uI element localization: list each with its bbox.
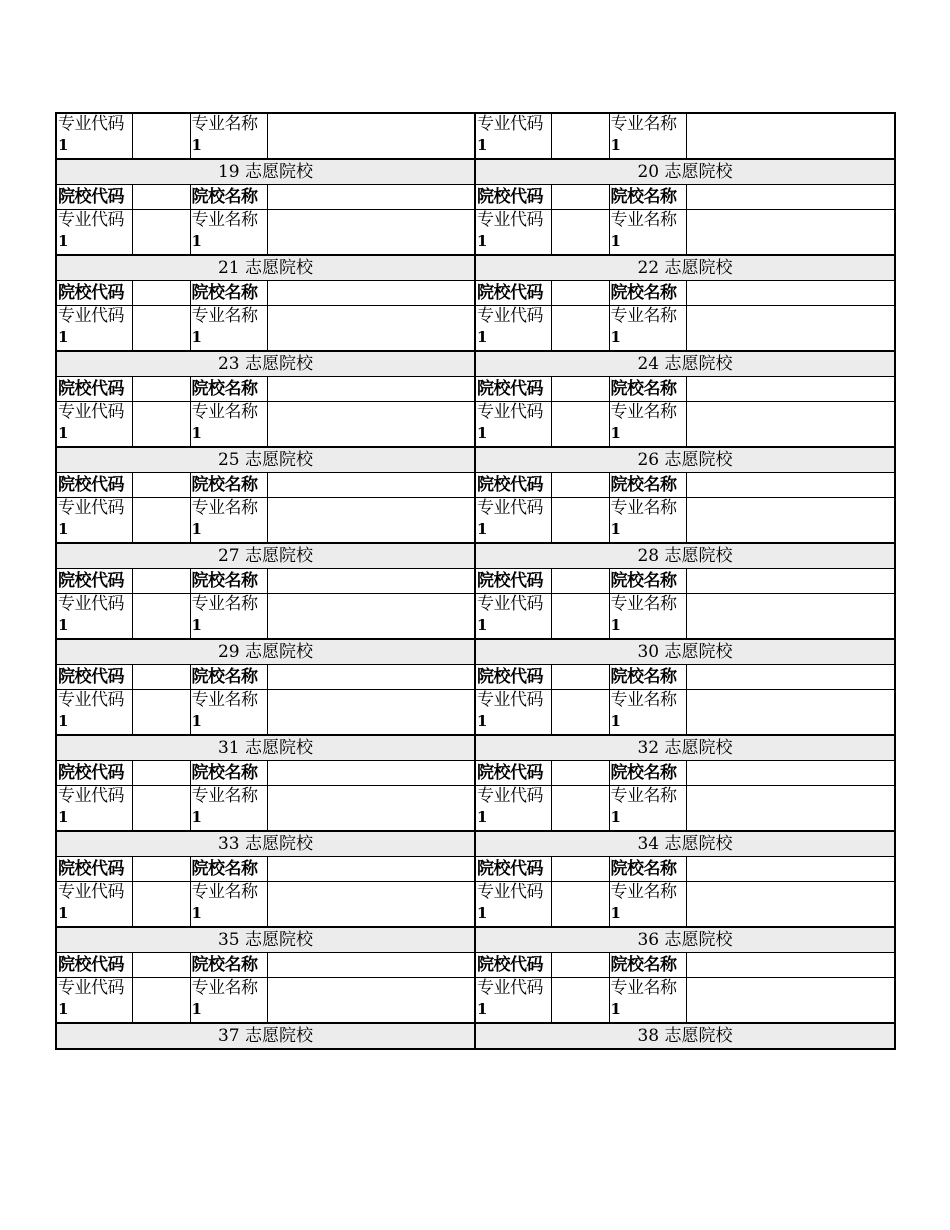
major-name-label-cell: 专业名称 1 (609, 402, 686, 448)
school-name-value-cell[interactable] (686, 953, 895, 978)
school-code-label-cell: 院校代码 (56, 473, 132, 498)
school-name-value-cell[interactable] (267, 473, 475, 498)
school-code-label-cell: 院校代码 (56, 377, 132, 402)
major-code-label-cell: 专业代码 1 (475, 882, 551, 928)
school-code-label-cell: 院校代码 (475, 377, 551, 402)
school-name-value-cell[interactable] (267, 569, 475, 594)
school-code-value-cell[interactable] (551, 185, 609, 210)
major-name-label-cell: 专业名称 1 (609, 882, 686, 928)
school-code-value-cell[interactable] (132, 281, 190, 306)
major-index: 1 (610, 232, 621, 250)
school-code-value-cell[interactable] (551, 857, 609, 882)
school-code-value-cell[interactable] (551, 473, 609, 498)
major-row (56, 978, 895, 1024)
major-name-label-cell: 专业名称 1 (190, 113, 267, 159)
school-row (56, 761, 895, 786)
major-name-value-cell[interactable] (267, 786, 475, 832)
school-name-label-cell: 院校名称 (609, 761, 686, 786)
major-row (56, 786, 895, 832)
major-row (56, 594, 895, 640)
volunteer-title-right: 30 志愿院校 (475, 639, 895, 665)
school-name-label-cell: 院校名称 (190, 953, 267, 978)
school-name-value-cell[interactable] (267, 857, 475, 882)
school-code-label-cell: 院校代码 (475, 953, 551, 978)
major-row (56, 882, 895, 928)
major-index: 1 (477, 424, 487, 442)
major-index: 1 (191, 616, 202, 634)
major-name-label-cell: 专业名称 1 (190, 786, 267, 832)
school-name-label-cell: 院校名称 (190, 377, 267, 402)
school-code-label-cell: 院校代码 (475, 281, 551, 306)
volunteer-header-row (56, 447, 895, 473)
major-index: 1 (191, 136, 202, 154)
volunteer-header-row (56, 1023, 895, 1049)
major-code-value-cell[interactable] (132, 306, 190, 352)
major-name-value-cell[interactable] (686, 690, 895, 736)
volunteer-title-left: 37 志愿院校 (56, 1023, 475, 1049)
major-name-value-cell[interactable] (267, 402, 475, 448)
major-index: 1 (58, 232, 68, 250)
school-name-value-cell[interactable] (267, 377, 475, 402)
school-row (56, 185, 895, 210)
school-code-value-cell[interactable] (551, 665, 609, 690)
volunteer-title-left: 23 志愿院校 (56, 351, 475, 377)
major-name-label-cell: 专业名称 1 (190, 210, 267, 256)
volunteer-header-row (56, 831, 895, 857)
volunteer-form-table (55, 112, 896, 1050)
major-name-value-cell[interactable] (686, 402, 895, 448)
volunteer-title-right: 20 志愿院校 (475, 159, 895, 185)
school-name-value-cell[interactable] (686, 761, 895, 786)
school-code-value-cell[interactable] (132, 473, 190, 498)
major-name-label-cell: 专业名称 1 (609, 498, 686, 544)
major-index: 1 (477, 616, 487, 634)
school-name-label-cell: 院校名称 (609, 569, 686, 594)
major-name-label-cell: 专业名称 1 (190, 978, 267, 1024)
major-index: 1 (477, 712, 487, 730)
major-index: 1 (58, 136, 68, 154)
school-name-label-cell: 院校名称 (609, 665, 686, 690)
major-name-value-cell[interactable] (686, 306, 895, 352)
major-name-label-cell: 专业名称 1 (190, 690, 267, 736)
volunteer-header-row (56, 159, 895, 185)
major-name-value-cell[interactable] (267, 306, 475, 352)
major-name-label-cell: 专业名称 1 (609, 306, 686, 352)
volunteer-title-left: 33 志愿院校 (56, 831, 475, 857)
major-code-label-cell: 专业代码 1 (475, 978, 551, 1024)
major-code-label-cell: 专业代码 1 (56, 690, 132, 736)
school-name-label-cell: 院校名称 (609, 377, 686, 402)
major-index: 1 (610, 328, 621, 346)
major-index: 1 (610, 808, 621, 826)
major-name-label-cell: 专业名称 1 (609, 978, 686, 1024)
school-code-label-cell: 院校代码 (475, 761, 551, 786)
school-name-value-cell[interactable] (686, 569, 895, 594)
volunteer-title-left: 25 志愿院校 (56, 447, 475, 473)
school-code-value-cell[interactable] (132, 953, 190, 978)
major-name-label-cell: 专业名称 1 (609, 113, 686, 159)
school-name-value-cell[interactable] (686, 857, 895, 882)
school-name-value-cell[interactable] (267, 665, 475, 690)
school-code-label-cell: 院校代码 (56, 953, 132, 978)
major-index: 1 (191, 328, 202, 346)
form-body (56, 113, 895, 1049)
school-row (56, 473, 895, 498)
volunteer-header-row (56, 639, 895, 665)
school-code-label-cell: 院校代码 (56, 569, 132, 594)
major-name-value-cell[interactable] (267, 498, 475, 544)
major-code-value-cell[interactable] (132, 498, 190, 544)
major-index: 1 (477, 808, 487, 826)
school-name-value-cell[interactable] (686, 377, 895, 402)
volunteer-header-row (56, 927, 895, 953)
school-row (56, 377, 895, 402)
major-name-value-cell[interactable] (267, 210, 475, 256)
major-code-label-cell: 专业代码 1 (475, 402, 551, 448)
volunteer-title-right: 34 志愿院校 (475, 831, 895, 857)
major-name-value-cell[interactable] (686, 978, 895, 1024)
major-index: 1 (610, 904, 621, 922)
major-index: 1 (477, 1000, 487, 1018)
major-name-label-cell: 专业名称 1 (609, 786, 686, 832)
major-name-label-cell: 专业名称 1 (190, 402, 267, 448)
school-row (56, 281, 895, 306)
major-index: 1 (58, 808, 68, 826)
major-name-value-cell[interactable] (686, 113, 895, 159)
school-code-value-cell[interactable] (551, 761, 609, 786)
major-code-value-cell[interactable] (132, 786, 190, 832)
major-code-label-cell: 专业代码 1 (56, 498, 132, 544)
volunteer-title-right: 22 志愿院校 (475, 255, 895, 281)
school-name-value-cell[interactable] (267, 761, 475, 786)
major-row (56, 210, 895, 256)
school-code-label-cell: 院校代码 (56, 665, 132, 690)
school-name-label-cell: 院校名称 (190, 761, 267, 786)
major-code-value-cell[interactable] (551, 882, 609, 928)
school-name-label-cell: 院校名称 (190, 185, 267, 210)
major-code-value-cell[interactable] (132, 978, 190, 1024)
school-row (56, 857, 895, 882)
school-code-label-cell: 院校代码 (475, 857, 551, 882)
major-code-label-cell: 专业代码 1 (475, 498, 551, 544)
major-index: 1 (610, 136, 621, 154)
major-name-label-cell: 专业名称 1 (190, 594, 267, 640)
major-code-label-cell: 专业代码 1 (475, 594, 551, 640)
school-name-value-cell[interactable] (267, 185, 475, 210)
major-name-value-cell[interactable] (267, 882, 475, 928)
major-index: 1 (58, 712, 68, 730)
major-index: 1 (191, 520, 202, 538)
major-code-value-cell[interactable] (132, 882, 190, 928)
volunteer-header-row (56, 735, 895, 761)
major-index: 1 (477, 136, 487, 154)
major-code-label-cell: 专业代码 1 (475, 690, 551, 736)
major-index: 1 (477, 520, 487, 538)
major-index: 1 (58, 616, 68, 634)
major-name-value-cell[interactable] (686, 786, 895, 832)
major-index: 1 (610, 1000, 621, 1018)
major-code-value-cell[interactable] (551, 978, 609, 1024)
major-name-label-cell: 专业名称 1 (190, 306, 267, 352)
major-code-value-cell[interactable] (132, 594, 190, 640)
major-name-label-cell: 专业名称 1 (609, 210, 686, 256)
school-name-label-cell: 院校名称 (609, 473, 686, 498)
major-row-top-partial (56, 113, 895, 159)
volunteer-header-row (56, 351, 895, 377)
major-code-value-cell[interactable] (551, 113, 609, 159)
school-code-label-cell: 院校代码 (475, 473, 551, 498)
school-code-label-cell: 院校代码 (475, 569, 551, 594)
school-name-label-cell: 院校名称 (190, 857, 267, 882)
major-index: 1 (610, 616, 621, 634)
major-code-value-cell[interactable] (551, 594, 609, 640)
major-code-value-cell[interactable] (551, 690, 609, 736)
major-code-value-cell[interactable] (551, 498, 609, 544)
major-index: 1 (477, 232, 487, 250)
major-code-value-cell[interactable] (132, 210, 190, 256)
major-name-value-cell[interactable] (686, 882, 895, 928)
school-code-value-cell[interactable] (551, 377, 609, 402)
school-name-label-cell: 院校名称 (190, 569, 267, 594)
school-code-value-cell[interactable] (132, 569, 190, 594)
major-index: 1 (477, 904, 487, 922)
major-code-value-cell[interactable] (551, 402, 609, 448)
major-code-label-cell: 专业代码 1 (56, 978, 132, 1024)
major-index: 1 (58, 424, 68, 442)
volunteer-title-left: 31 志愿院校 (56, 735, 475, 761)
volunteer-title-left: 35 志愿院校 (56, 927, 475, 953)
volunteer-title-left: 27 志愿院校 (56, 543, 475, 569)
school-name-label-cell: 院校名称 (609, 281, 686, 306)
school-code-value-cell[interactable] (132, 665, 190, 690)
school-code-value-cell[interactable] (132, 377, 190, 402)
school-name-label-cell: 院校名称 (190, 281, 267, 306)
school-row (56, 569, 895, 594)
major-row (56, 498, 895, 544)
major-index: 1 (191, 904, 202, 922)
major-index: 1 (191, 1000, 202, 1018)
school-code-value-cell[interactable] (551, 953, 609, 978)
major-index: 1 (58, 520, 68, 538)
school-code-label-cell: 院校代码 (56, 857, 132, 882)
major-name-value-cell[interactable] (267, 978, 475, 1024)
major-name-value-cell[interactable] (686, 498, 895, 544)
school-name-value-cell[interactable] (686, 665, 895, 690)
volunteer-title-left: 29 志愿院校 (56, 639, 475, 665)
major-row (56, 690, 895, 736)
major-name-label-cell: 专业名称 1 (609, 690, 686, 736)
major-index: 1 (58, 328, 68, 346)
major-code-label-cell: 专业代码 1 (475, 306, 551, 352)
school-code-label-cell: 院校代码 (56, 281, 132, 306)
volunteer-header-row (56, 543, 895, 569)
major-name-label-cell: 专业名称 1 (190, 882, 267, 928)
volunteer-title-right: 38 志愿院校 (475, 1023, 895, 1049)
school-code-label-cell: 院校代码 (56, 761, 132, 786)
school-code-value-cell[interactable] (551, 569, 609, 594)
major-code-label-cell: 专业代码 1 (56, 594, 132, 640)
major-row (56, 402, 895, 448)
major-index: 1 (58, 904, 68, 922)
volunteer-title-left: 19 志愿院校 (56, 159, 475, 185)
major-index: 1 (191, 232, 202, 250)
major-index: 1 (610, 712, 621, 730)
major-code-label-cell: 专业代码 1 (56, 402, 132, 448)
school-code-value-cell[interactable] (551, 281, 609, 306)
school-row (56, 665, 895, 690)
major-index: 1 (610, 424, 621, 442)
major-name-value-cell[interactable] (267, 594, 475, 640)
volunteer-title-left: 21 志愿院校 (56, 255, 475, 281)
school-code-label-cell: 院校代码 (475, 185, 551, 210)
volunteer-title-right: 28 志愿院校 (475, 543, 895, 569)
major-name-value-cell[interactable] (686, 594, 895, 640)
school-name-value-cell[interactable] (267, 953, 475, 978)
major-code-label-cell: 专业代码 1 (475, 786, 551, 832)
school-name-value-cell[interactable] (686, 185, 895, 210)
major-code-label-cell: 专业代码 1 (56, 113, 132, 159)
school-name-label-cell: 院校名称 (609, 857, 686, 882)
major-code-label-cell: 专业代码 1 (56, 786, 132, 832)
major-index: 1 (191, 424, 202, 442)
school-name-label-cell: 院校名称 (609, 185, 686, 210)
major-code-label-cell: 专业代码 1 (56, 210, 132, 256)
major-code-value-cell[interactable] (132, 690, 190, 736)
major-code-label-cell: 专业代码 1 (56, 882, 132, 928)
major-code-label-cell: 专业代码 1 (56, 306, 132, 352)
school-code-value-cell[interactable] (132, 761, 190, 786)
school-code-value-cell[interactable] (132, 185, 190, 210)
major-index: 1 (477, 328, 487, 346)
volunteer-title-right: 26 志愿院校 (475, 447, 895, 473)
school-name-value-cell[interactable] (686, 473, 895, 498)
volunteer-header-row (56, 255, 895, 281)
major-row (56, 306, 895, 352)
major-code-label-cell: 专业代码 1 (475, 210, 551, 256)
school-code-value-cell[interactable] (132, 857, 190, 882)
major-name-label-cell: 专业名称 1 (609, 594, 686, 640)
major-index: 1 (58, 1000, 68, 1018)
school-row (56, 953, 895, 978)
school-name-label-cell: 院校名称 (609, 953, 686, 978)
volunteer-title-right: 36 志愿院校 (475, 927, 895, 953)
school-code-label-cell: 院校代码 (475, 665, 551, 690)
school-code-label-cell: 院校代码 (56, 185, 132, 210)
major-name-value-cell[interactable] (267, 113, 475, 159)
major-code-value-cell[interactable] (132, 402, 190, 448)
school-name-label-cell: 院校名称 (190, 473, 267, 498)
major-code-value-cell[interactable] (132, 113, 190, 159)
major-index: 1 (191, 712, 202, 730)
major-name-label-cell: 专业名称 1 (190, 498, 267, 544)
major-name-value-cell[interactable] (686, 210, 895, 256)
volunteer-title-right: 24 志愿院校 (475, 351, 895, 377)
school-name-label-cell: 院校名称 (190, 665, 267, 690)
major-name-value-cell[interactable] (267, 690, 475, 736)
school-name-value-cell[interactable] (267, 281, 475, 306)
major-index: 1 (610, 520, 621, 538)
major-code-value-cell[interactable] (551, 786, 609, 832)
school-name-value-cell[interactable] (686, 281, 895, 306)
major-code-value-cell[interactable] (551, 306, 609, 352)
major-code-label-cell: 专业代码 1 (475, 113, 551, 159)
major-index: 1 (191, 808, 202, 826)
major-code-value-cell[interactable] (551, 210, 609, 256)
volunteer-title-right: 32 志愿院校 (475, 735, 895, 761)
